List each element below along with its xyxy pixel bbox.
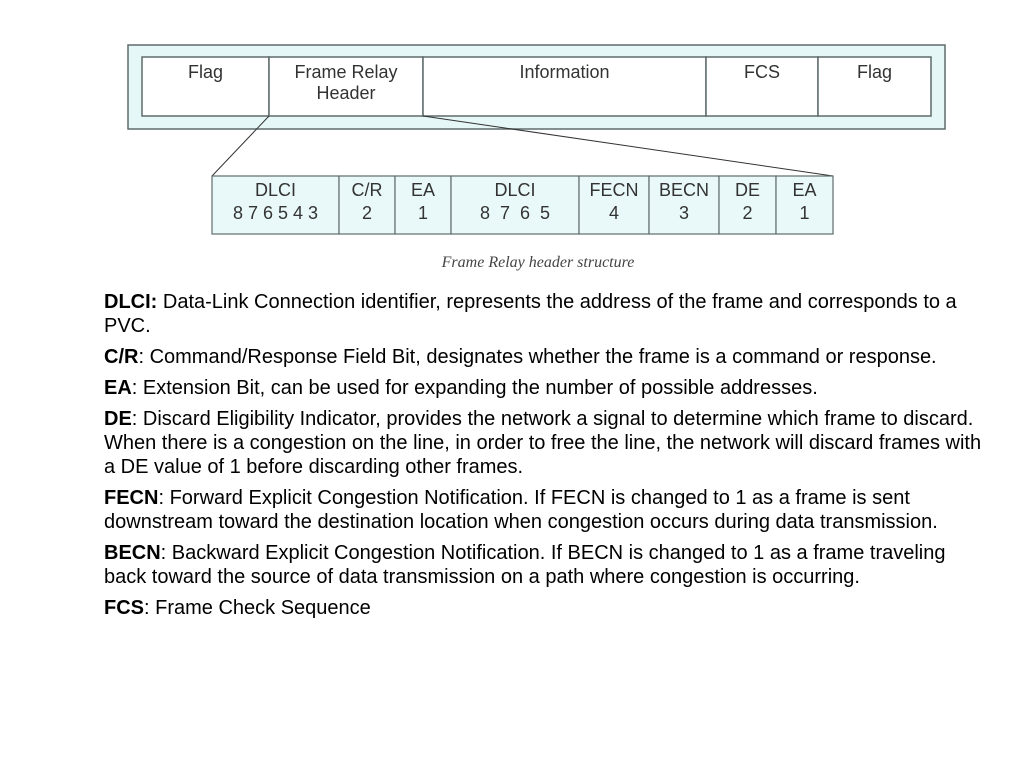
- header-field-bits: 8 7 6 5 4 3: [232, 203, 319, 223]
- frame-field: [818, 57, 931, 116]
- definition-term: DE: [104, 408, 132, 430]
- header-field-bits: 3: [678, 203, 690, 223]
- header-field: [719, 176, 776, 234]
- header-field-name: EA: [792, 180, 817, 200]
- frame-field-label: Frame Relay: [294, 62, 398, 82]
- definition-item: [104, 596, 984, 620]
- frame-field: [142, 57, 269, 116]
- definition-text: : Command/Response Field Bit, designates whether the frame is a command or response.: [138, 346, 937, 368]
- frame-field-label: FCS: [744, 62, 780, 82]
- definition-term: BECN: [104, 542, 161, 564]
- definition-term: DLCI:: [104, 291, 158, 313]
- frame-field: [706, 57, 818, 116]
- definition-item: [104, 290, 984, 338]
- header-field-name: BECN: [658, 180, 710, 200]
- definition-text: : Extension Bit, can be used for expanding the number of possible addresses.: [131, 377, 818, 399]
- definition-term: FCS: [104, 597, 144, 619]
- definition-item: [104, 345, 984, 369]
- header-field-bits: 2: [742, 203, 753, 223]
- definition-text: : Backward Explicit Congestion Notification. If BECN is changed to 1 as a frame traveling back toward the source of data transmission on a path where congestion is occurring.: [104, 542, 946, 588]
- definition-text: : Frame Check Sequence: [144, 597, 371, 619]
- frame-field-label-2: Header: [316, 83, 376, 103]
- definition-item: [104, 486, 984, 534]
- header-field-name: DLCI: [254, 180, 297, 200]
- diagram-caption: Frame Relay header structure: [441, 254, 635, 271]
- frame-field-label: Information: [519, 62, 610, 82]
- definition-item: [104, 541, 984, 589]
- header-field-name: DLCI: [494, 180, 536, 200]
- definition-term: C/R: [104, 346, 139, 368]
- frame-field: [269, 57, 423, 116]
- header-field-bits: 1: [799, 203, 810, 223]
- header-field-bits: 1: [417, 203, 429, 223]
- header-field: [579, 176, 649, 234]
- frame-field-label: Flag: [856, 62, 893, 82]
- header-field: [395, 176, 451, 234]
- header-field-bits: 8 7 6 5: [479, 203, 551, 223]
- definition-text: : Discard Eligibility Indicator, provides the network a signal to determine which frame to discard. When there is a congestion on the line, in order to free the line, the network will discard frames with a DE value of 1 before discarding other frames.: [104, 408, 982, 478]
- definitions-list: [104, 290, 984, 627]
- header-field: [451, 176, 579, 234]
- definition-term: EA: [104, 377, 132, 399]
- header-field-bits: 2: [361, 203, 373, 223]
- definition-term: FECN: [104, 487, 159, 509]
- header-field-name: DE: [734, 180, 761, 200]
- header-field: [212, 176, 339, 234]
- header-field-bits: 4: [608, 203, 620, 223]
- definition-text: : Forward Explicit Congestion Notification. If FECN is changed to 1 as a frame is sent downstream toward the destination location when congestion occurs during data transmission.: [104, 487, 938, 533]
- header-field: [649, 176, 719, 234]
- header-field: [776, 176, 833, 234]
- frame-relay-diagram: [0, 0, 1024, 280]
- frame-field: [423, 57, 706, 116]
- frame-field-label: Flag: [187, 62, 224, 82]
- definition-item: [104, 376, 984, 400]
- header-field-name: C/R: [351, 180, 383, 200]
- header-field-name: EA: [410, 180, 436, 200]
- header-field: [339, 176, 395, 234]
- definition-text: Data-Link Connection identifier, represents the address of the frame and corresponds to a PVC.: [104, 291, 957, 337]
- definition-item: [104, 407, 984, 479]
- header-field-name: FECN: [589, 180, 639, 200]
